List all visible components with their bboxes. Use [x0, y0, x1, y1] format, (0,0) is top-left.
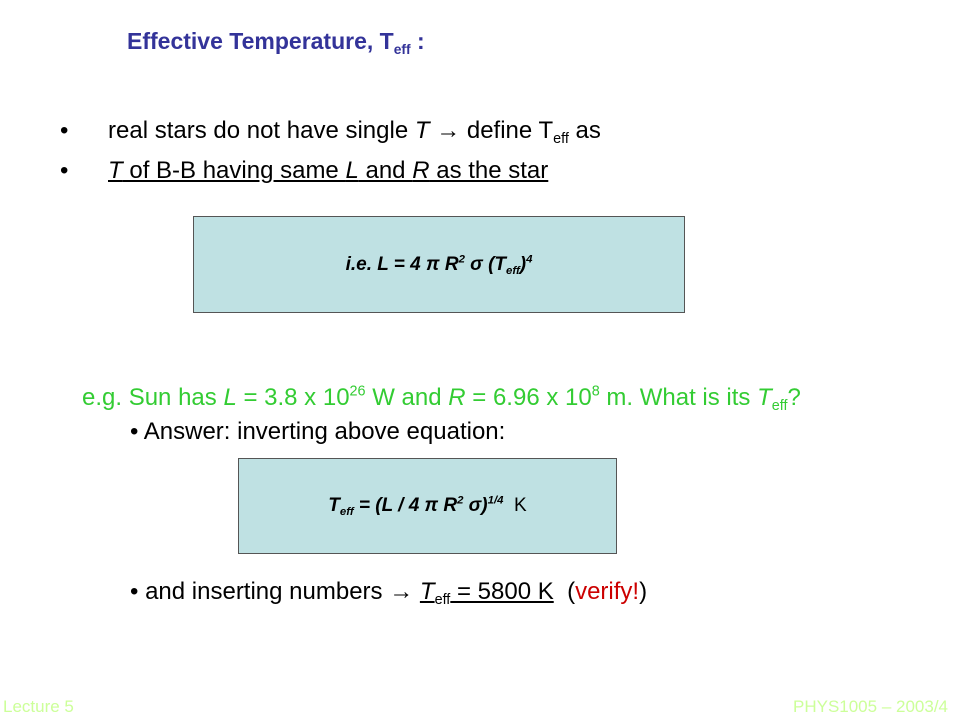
footer-course: PHYS1005 – 2003/4 [792, 697, 948, 716]
equation-text: i.e. L = 4 π $R^2$ σ $(T_{eff})^4$ [345, 253, 533, 277]
equation-box-teff [238, 458, 617, 554]
slide-title: Effective Temperature, $T_{eff}$ : [127, 28, 425, 57]
bullet-text: real stars do not have single T → define $T_{eff}$ as [108, 117, 601, 148]
equation-box-luminosity [193, 216, 685, 313]
footer-lecture: Lecture 5 [3, 697, 74, 716]
verify-note: verify! [575, 578, 640, 605]
arrow-icon: → [389, 578, 414, 605]
bullet-icon: • [60, 117, 69, 144]
bullet-icon: • [60, 157, 69, 184]
answer-line: • Answer: inverting above equation: [130, 418, 506, 445]
example-question: e.g. Sun has L = 3.8 x $10^{26}$ W and R = 6.96 x $10^8$ m. What is its $T_{eff}$? [82, 383, 801, 415]
bullet-icon: • [130, 578, 139, 605]
bullet-text: T of B-B having same L and R as the star [108, 157, 549, 184]
result-line: • and inserting numbers → $T_{eff} = 5800$ K (verify!) [130, 578, 648, 609]
bullet-item [60, 117, 601, 148]
equation-text: $T_{eff} = (L / 4$ π $R^2$ σ)$^{1/4}$ K [328, 494, 527, 518]
result-value: $T_{eff} = 5800$ K [419, 578, 554, 609]
bullet-icon: • [130, 418, 139, 445]
bullet-item [60, 157, 548, 185]
arrow-icon: → [436, 117, 461, 144]
